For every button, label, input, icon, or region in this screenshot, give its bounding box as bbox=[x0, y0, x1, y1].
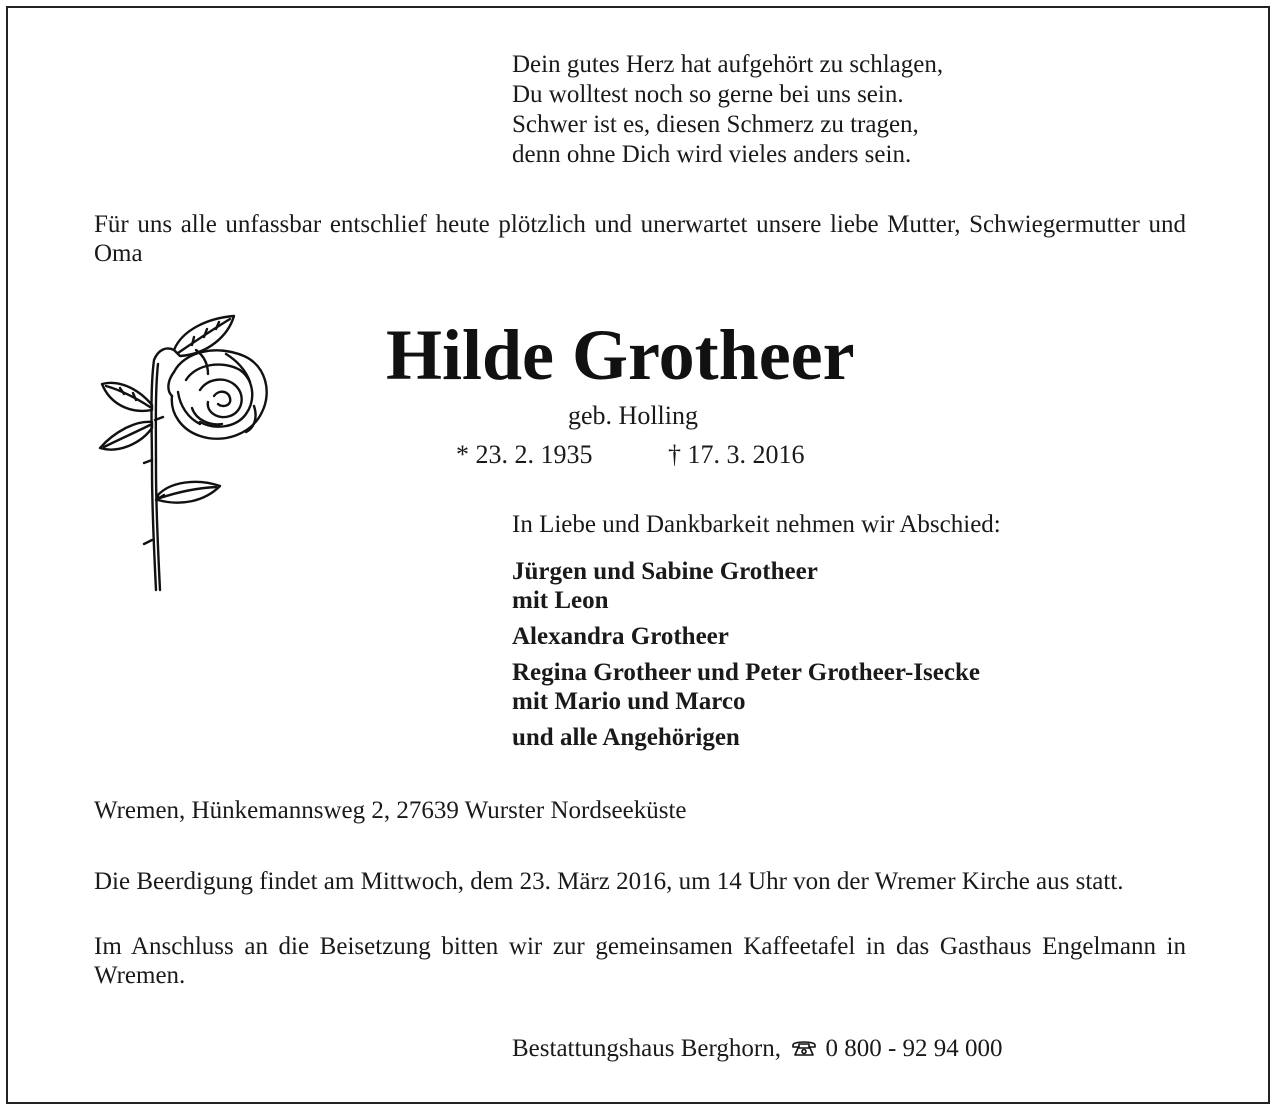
undertaker-phone: 0 800 - 92 94 000 bbox=[825, 1035, 1003, 1062]
undertaker-line bbox=[512, 1034, 1003, 1064]
mourner-group bbox=[512, 622, 980, 651]
family-address: Wremen, Hünkemannsweg 2, 27639 Wurster Nordseeküste bbox=[94, 797, 687, 824]
undertaker-name: Bestattungshaus Berghorn, bbox=[512, 1035, 781, 1062]
deceased-name: Hilde Grotheer bbox=[386, 315, 855, 395]
birth-date: * 23. 2. 1935 bbox=[456, 440, 593, 469]
mourners-list bbox=[512, 557, 980, 759]
reception-info: Im Anschluss an die Beisetzung bitten wir zur gemeinsamen Kaffeetafel in das Gasthaus Engelmann in Wremen. bbox=[94, 933, 1186, 989]
mourner-line: Alexandra Grotheer bbox=[512, 623, 729, 650]
poem bbox=[512, 50, 943, 170]
mourner-group bbox=[512, 658, 980, 716]
farewell-line: In Liebe und Dankbarkeit nehmen wir Abschied: bbox=[512, 511, 1001, 538]
poem-line: Du wolltest noch so gerne bei uns sein. bbox=[512, 81, 904, 108]
mourner-line: mit Leon bbox=[512, 587, 609, 614]
intro-text: Für uns alle unfassbar entschlief heute plötzlich und unerwartet unsere liebe Mutter, Schwiegermutter und Oma bbox=[94, 211, 1186, 267]
mourner-line: und alle Angehörigen bbox=[512, 724, 740, 751]
birth-name: geb. Holling bbox=[568, 401, 698, 430]
mourner-line: Regina Grotheer und Peter Grotheer-Isecke bbox=[512, 659, 980, 686]
poem-line: Schwer ist es, diesen Schmerz zu tragen, bbox=[512, 111, 919, 138]
poem-line: Dein gutes Herz hat aufgehört zu schlagen, bbox=[512, 51, 944, 78]
mourner-group bbox=[512, 723, 980, 752]
telephone-icon bbox=[791, 1039, 817, 1057]
funeral-info: Die Beerdigung findet am Mittwoch, dem 23. März 2016, um 14 Uhr von der Wremer Kirche aus statt. bbox=[94, 868, 1124, 895]
mourner-line: Jürgen und Sabine Grotheer bbox=[512, 558, 818, 585]
death-date: † 17. 3. 2016 bbox=[668, 440, 805, 469]
rose-illustration bbox=[96, 310, 276, 600]
mourner-group bbox=[512, 557, 980, 615]
mourner-line: mit Mario und Marco bbox=[512, 688, 746, 715]
poem-line: denn ohne Dich wird vieles anders sein. bbox=[512, 141, 912, 168]
